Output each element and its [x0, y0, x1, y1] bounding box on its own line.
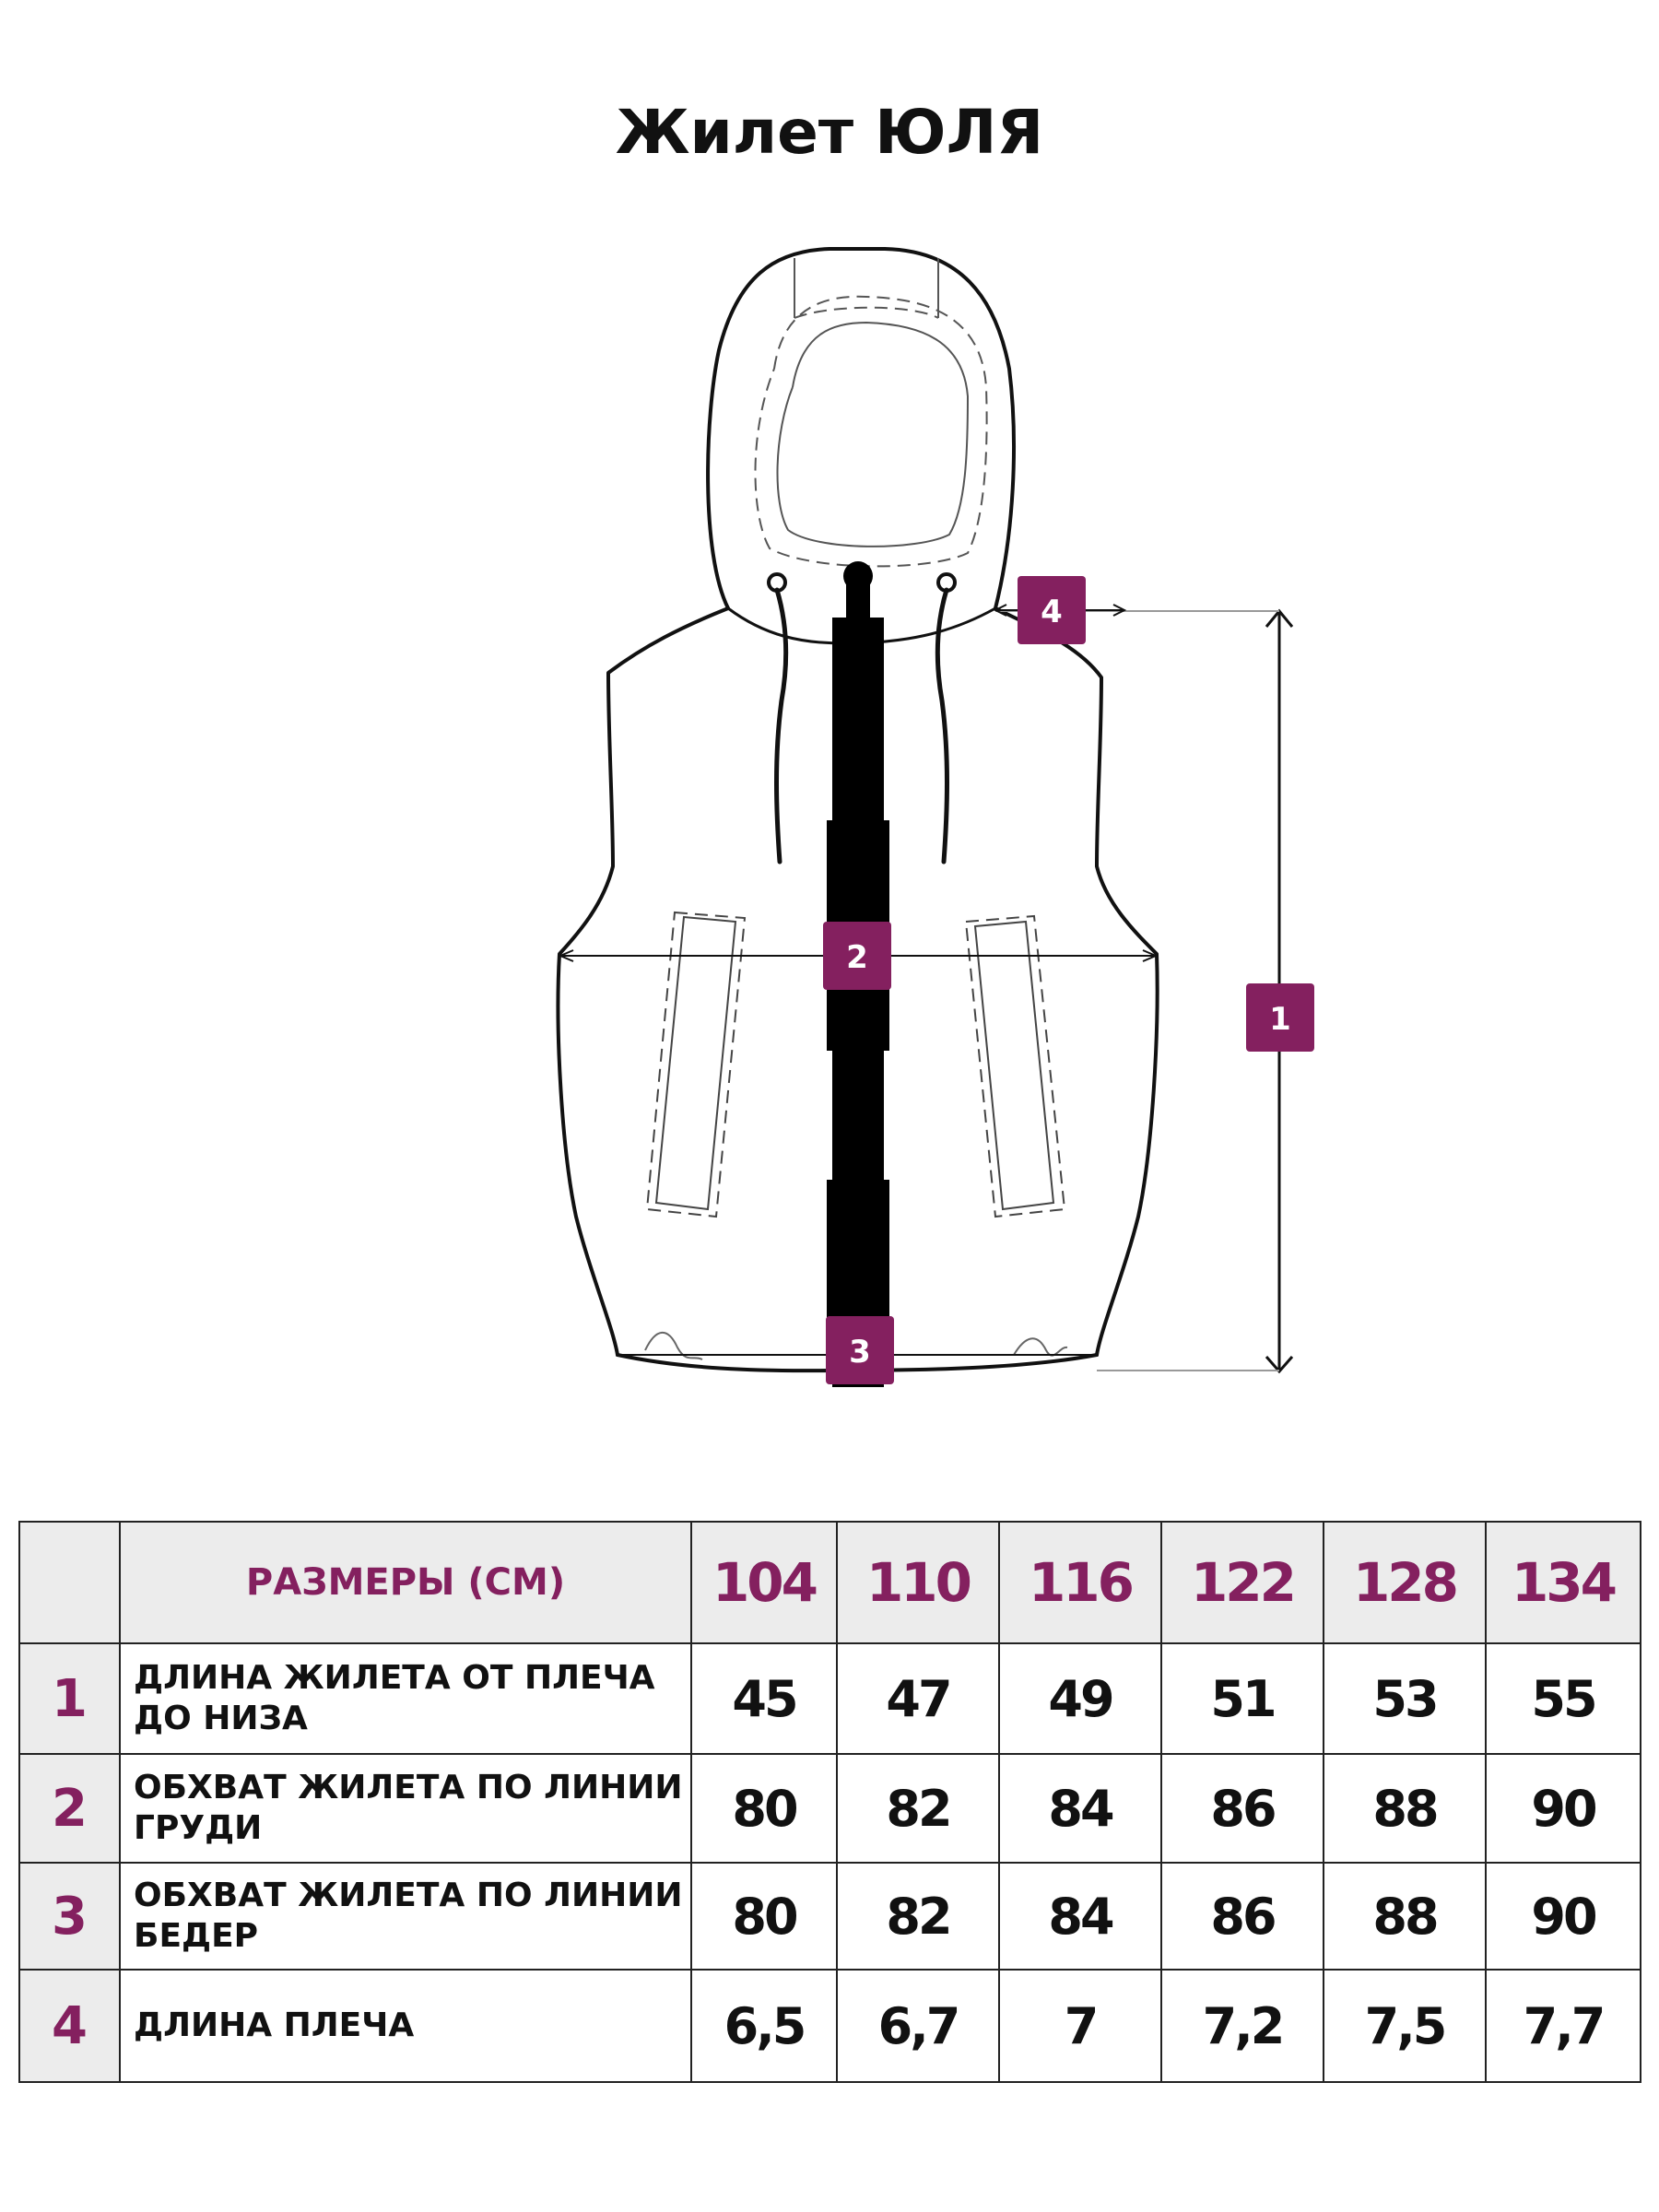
row-value: 45 [691, 1643, 837, 1754]
vest-right-side [995, 608, 1158, 1355]
header-label: РАЗМЕРЫ (СМ) [120, 1522, 691, 1643]
row-value: 49 [999, 1643, 1161, 1754]
size-table [18, 1521, 1641, 2083]
svg-text:1: 1 [1269, 1001, 1291, 1038]
table-row [19, 1643, 1641, 1754]
row-value: 6,5 [691, 1970, 837, 2082]
size-header: 104 [691, 1522, 837, 1643]
marker-1 [1246, 983, 1314, 1052]
table-row [19, 1970, 1641, 2082]
row-value: 84 [999, 1754, 1161, 1863]
table-header-row [19, 1522, 1641, 1643]
row-number: 1 [19, 1643, 120, 1754]
size-header: 134 [1486, 1522, 1641, 1643]
row-value: 82 [837, 1863, 999, 1970]
row-number: 3 [19, 1863, 120, 1970]
marker-3 [826, 1316, 894, 1384]
row-value: 55 [1486, 1643, 1641, 1754]
size-header: 122 [1161, 1522, 1324, 1643]
row-number: 4 [19, 1970, 120, 2082]
header-corner [19, 1522, 120, 1643]
row-value: 84 [999, 1863, 1161, 1970]
row-value: 88 [1324, 1754, 1486, 1863]
size-header: 116 [999, 1522, 1161, 1643]
row-number: 2 [19, 1754, 120, 1863]
row-value: 7,7 [1486, 1970, 1641, 2082]
row-value: 86 [1161, 1863, 1324, 1970]
row-value: 82 [837, 1754, 999, 1863]
row-value: 80 [691, 1754, 837, 1863]
row-value: 88 [1324, 1863, 1486, 1970]
row-value: 80 [691, 1863, 837, 1970]
row-label: ДЛИНА ПЛЕЧА [120, 1970, 691, 2082]
row-value: 53 [1324, 1643, 1486, 1754]
marker-2 [823, 922, 891, 990]
table-row [19, 1754, 1641, 1863]
page-title: Жилет ЮЛЯ [615, 97, 1044, 168]
row-value: 7 [999, 1970, 1161, 2082]
svg-text:4: 4 [1041, 594, 1063, 630]
size-header: 110 [837, 1522, 999, 1643]
row-value: 86 [1161, 1754, 1324, 1863]
table-row [19, 1863, 1641, 1970]
svg-text:3: 3 [849, 1334, 871, 1371]
row-label: ОБХВАТ ЖИЛЕТА ПО ЛИНИИ ГРУДИ [120, 1754, 691, 1863]
row-value: 90 [1486, 1863, 1641, 1970]
row-value: 47 [837, 1643, 999, 1754]
row-value: 51 [1161, 1643, 1324, 1754]
row-label: ОБХВАТ ЖИЛЕТА ПО ЛИНИИ БЕДЕР [120, 1863, 691, 1970]
size-header: 128 [1324, 1522, 1486, 1643]
vest-left-side [559, 608, 728, 1355]
svg-text:2: 2 [846, 939, 868, 976]
row-value: 7,5 [1324, 1970, 1486, 2082]
row-value: 6,7 [837, 1970, 999, 2082]
row-value: 7,2 [1161, 1970, 1324, 2082]
row-label: ДЛИНА ЖИЛЕТА ОТ ПЛЕЧА ДО НИЗА [120, 1643, 691, 1754]
row-value: 90 [1486, 1754, 1641, 1863]
marker-4 [1018, 576, 1086, 644]
